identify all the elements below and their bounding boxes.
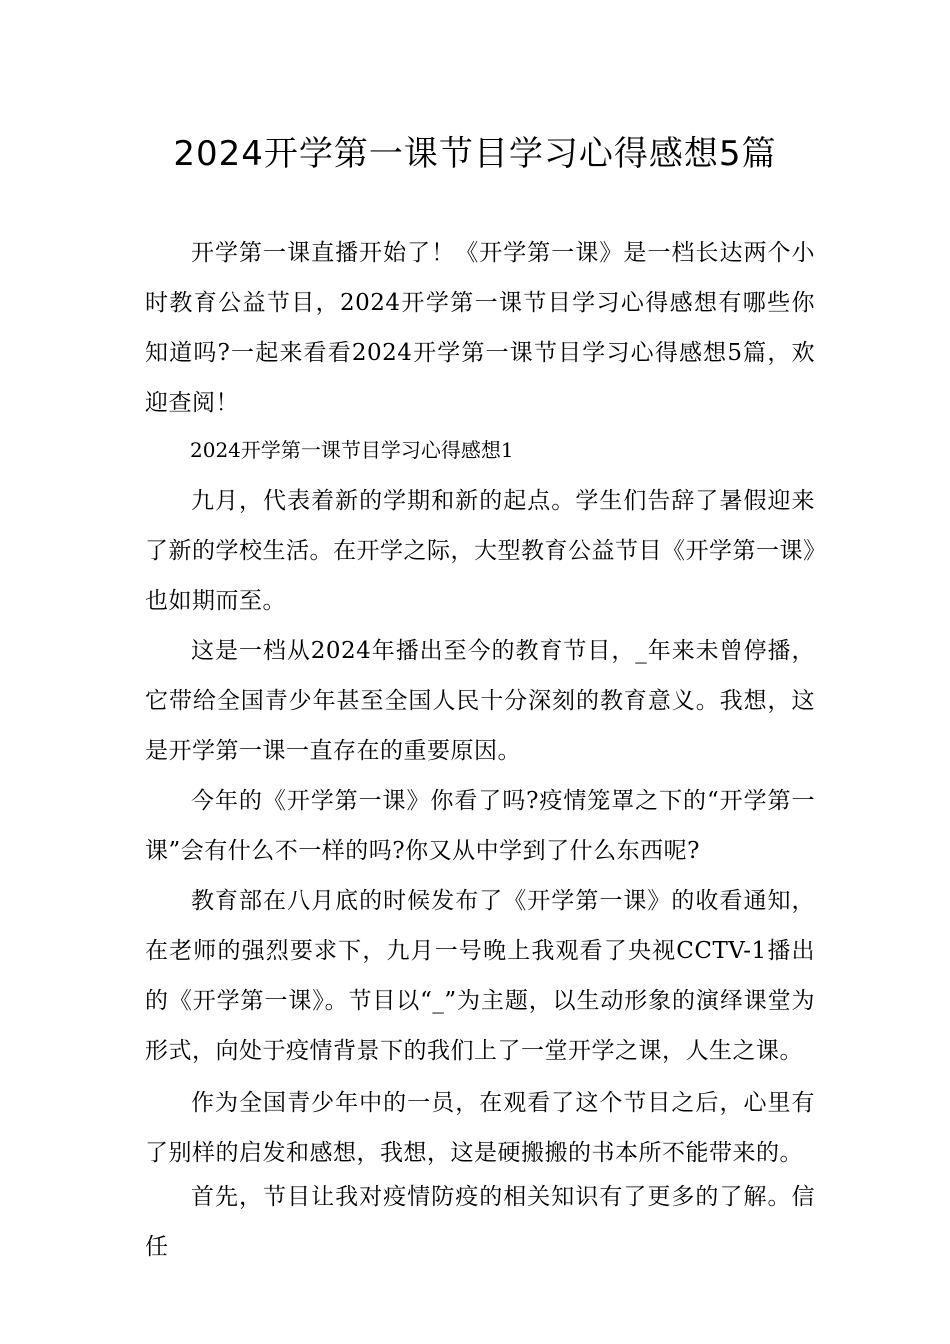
body-paragraph-5: 作为全国青少年中的一员，在观看了这个节目之后，心里有了别样的启发和感想，我想，这是硬搬搬的书本所不能带来的。 (145, 1090, 815, 1166)
section-heading: 2024开学第一课节目学习心得感想1 (190, 438, 514, 462)
intro-paragraph: 开学第一课直播开始了！《开学第一课》是一档长达两个小时教育公益节目，2024开学第一课节目学习心得感想有哪些你知道吗?一起来看看2024开学第一课节目学习心得感想5篇，欢迎查阅！ (145, 240, 815, 416)
body-paragraph-2: 这是一档从2024年播出至今的教育节目，_年来未曾停播，它带给全国青少年甚至全国人民十分深刻的教育意义。我想，这是开学第一课一直存在的重要原因。 (145, 638, 815, 764)
body-paragraph-6: 首先，节目让我对疫情防疫的相关知识有了更多的了解。信任 (145, 1184, 815, 1260)
body-paragraph-4: 教育部在八月底的时候发布了《开学第一课》的收看通知，在老师的强烈要求下，九月一号晚上我观看了央视CCTV-1播出的《开学第一课》。节目以“_”为主题，以生动形象的演绎课堂为形式，向处于疫情背景下的我们上了一堂开学之课，人生之课。 (145, 888, 815, 1064)
body-paragraph-3: 今年的《开学第一课》你看了吗?疫情笼罩之下的“开学第一课”会有什么不一样的吗?你又从中学到了什么东西呢? (145, 788, 815, 864)
body-paragraph-1: 九月，代表着新的学期和新的起点。学生们告辞了暑假迎来了新的学校生活。在开学之际，大型教育公益节目《开学第一课》也如期而至。 (145, 488, 815, 614)
document-title: 2024开学第一课节目学习心得感想5篇 (173, 134, 777, 174)
